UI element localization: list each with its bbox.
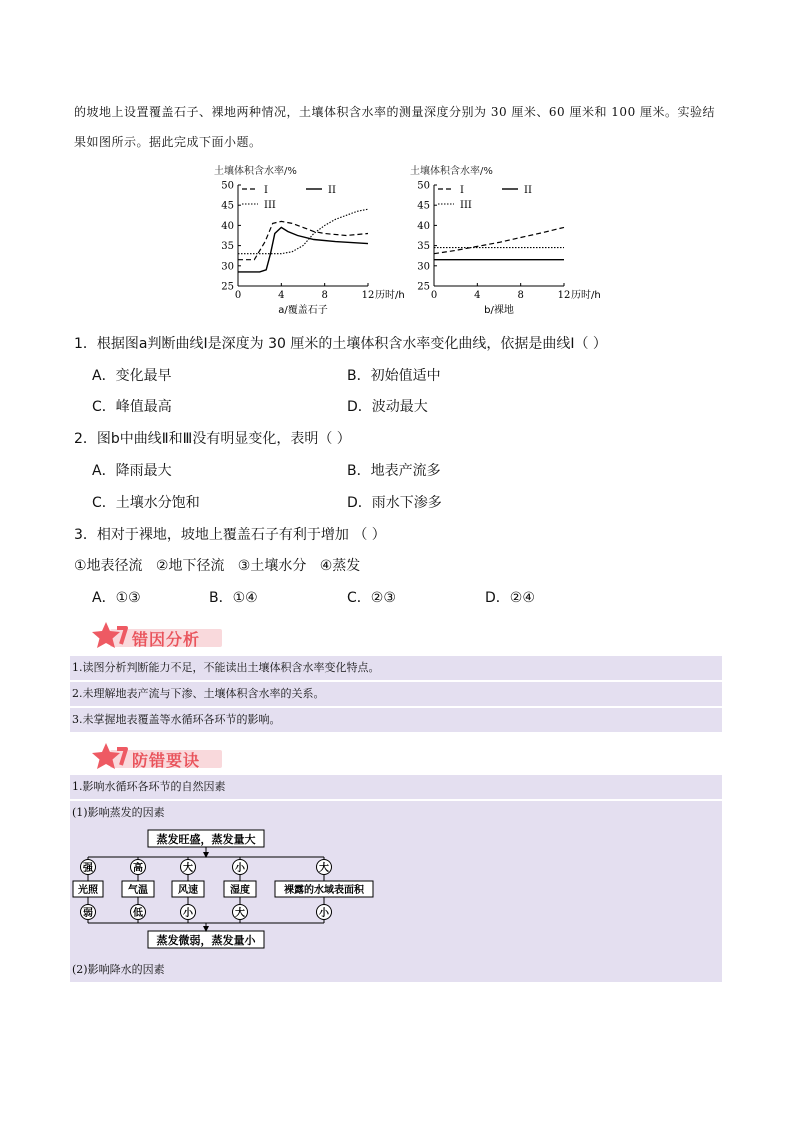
question-3-option-b[interactable]: B．①④ — [209, 590, 258, 606]
question-2-option-b[interactable]: B．地表产流多 — [347, 463, 441, 479]
chart-b-xtick-label: 0 — [430, 290, 438, 301]
chart-a-series-III — [238, 209, 368, 254]
question-1-option-c[interactable]: C．峰值最高 — [92, 399, 172, 415]
chart-b-ytick-label: 35 — [417, 241, 430, 253]
flow-down-label: 小 — [183, 908, 193, 919]
chart-b-ytick-label: 30 — [417, 261, 430, 273]
error-analysis-title: 错因分析 — [132, 630, 201, 649]
chart-a-ytick-label: 45 — [221, 200, 234, 212]
question-1-option-a[interactable]: A．变化最早 — [92, 368, 172, 384]
prevention-row-2: (1)影响蒸发的因素 — [70, 801, 722, 827]
error-analysis-badge — [90, 620, 230, 650]
chart-a-ytick-label: 35 — [221, 241, 234, 253]
intro-paragraph: 的坡地上设置覆盖石子、裸地两种情况，土壤体积含水率的测量深度分别为 30 厘米、60 厘米和 100 厘米。实验结果如图所示。据此完成下面小题。 — [74, 105, 716, 149]
evaporation-factor-diagram — [70, 823, 722, 958]
question-1-option-d[interactable]: D．波动最大 — [347, 399, 428, 415]
chart-b-xlabel: 历时/h — [571, 290, 601, 301]
flow-up-label: 大 — [319, 863, 329, 874]
flow-factor-label: 光照 — [78, 885, 98, 896]
flow-bottom-label: 蒸发微弱，蒸发量小 — [156, 934, 256, 947]
flow-up-label: 小 — [235, 863, 245, 874]
question-3-option-d[interactable]: D．②④ — [485, 590, 535, 606]
question-3-option-a[interactable]: A．①③ — [92, 590, 141, 606]
chart-b — [410, 164, 601, 316]
flow-up-label: 高 — [133, 863, 143, 874]
chart-a-xtick-label: 8 — [321, 290, 328, 301]
chart-a — [214, 164, 405, 316]
question-2-option-a[interactable]: A．降雨最大 — [92, 463, 172, 479]
chart-a-legend-label-II: II — [328, 185, 336, 196]
prevention-table — [70, 775, 722, 827]
error-analysis-row-2: 2.未理解地表产流与下渗、土壤体积含水率的关系。 — [70, 682, 722, 708]
flow-factors — [73, 857, 373, 923]
rainfall-factor-row — [70, 958, 722, 984]
chart-b-xtick-label: 4 — [474, 290, 481, 301]
chart-a-ytick-label: 50 — [221, 180, 234, 192]
chart-b-ytick-label: 25 — [417, 281, 430, 293]
chart-b-ytick-label: 45 — [417, 200, 430, 212]
chart-b-xtick-label: 8 — [517, 290, 524, 301]
chart-a-ytick-label: 30 — [221, 261, 234, 273]
chart-a-caption: a/覆盖石子 — [278, 305, 328, 316]
chart-b-legend-label-II: II — [524, 185, 532, 196]
chart-b-legend-label-I: I — [460, 185, 464, 196]
question-3-option-c[interactable]: C．②③ — [347, 590, 396, 606]
chart-b-legend-label-III: III — [460, 200, 472, 211]
chart-b-series-I — [434, 227, 564, 253]
chart-a-xlabel: 历时/h — [375, 290, 405, 301]
question-2-option-c[interactable]: C．土壤水分饱和 — [92, 495, 200, 511]
chart-b-ytick-label: 40 — [417, 220, 430, 232]
star-icon — [90, 620, 130, 652]
flow-down-label: 弱 — [83, 908, 93, 919]
flow-up-label: 大 — [183, 863, 193, 874]
chart-a-ytick-label: 40 — [221, 220, 234, 232]
prevention-title: 防错要诀 — [132, 751, 201, 770]
flow-factor-label: 气温 — [128, 885, 148, 896]
chart-a-legend-label-III: III — [264, 200, 276, 211]
prevention-badge — [90, 741, 230, 771]
chart-b-caption: b/裸地 — [484, 305, 514, 316]
flow-factor-label: 裸露的水域表面积 — [284, 885, 364, 896]
chart-b-ytick-label: 50 — [417, 180, 430, 192]
chart-a-series-II — [238, 227, 368, 272]
flow-down-label: 小 — [319, 908, 329, 919]
flow-down-label: 低 — [133, 908, 143, 919]
prevention-row-1: 1.影响水循环各环节的自然因素 — [70, 775, 722, 801]
error-analysis-row-1: 1.读图分析判断能力不足，不能读出土壤体积含水率变化特点。 — [70, 656, 722, 682]
error-analysis-row-3: 3.未掌握地表覆盖等水循环各环节的影响。 — [70, 708, 722, 734]
chart-b-ylabel: 土壤体积含水率/% — [410, 166, 493, 177]
chart-a-xtick-label: 12 — [361, 290, 375, 301]
star-icon — [90, 741, 130, 773]
question-3-stem: 3．相对于裸地，坡地上覆盖石子有利于增加 （ ） — [74, 527, 386, 543]
flow-factor-label: 风速 — [178, 885, 198, 896]
prevention-footer-row: (2)影响降水的因素 — [70, 958, 722, 984]
question-2-option-d[interactable]: D．雨水下渗多 — [347, 495, 442, 511]
error-analysis-table — [70, 656, 722, 734]
chart-a-xtick-label: 0 — [234, 290, 242, 301]
chart-a-legend-label-I: I — [264, 185, 268, 196]
chart-a-ytick-label: 25 — [221, 281, 234, 293]
soil-moisture-charts — [0, 160, 794, 325]
chart-a-xtick-label: 4 — [278, 290, 285, 301]
flow-down-label: 大 — [235, 908, 245, 919]
question-2-stem: 2．图b中曲线Ⅱ和Ⅲ没有明显变化，表明（ ） — [74, 431, 351, 447]
flow-factor-label: 湿度 — [230, 885, 250, 896]
question-1-stem: 1．根据图a判断曲线Ⅰ是深度为 30 厘米的土壤体积含水率变化曲线，依据是曲线Ⅰ（ ） — [74, 336, 607, 352]
flow-top-label: 蒸发旺盛，蒸发量大 — [156, 833, 256, 846]
question-1-option-b[interactable]: B．初始值适中 — [347, 368, 441, 384]
chart-a-ylabel: 土壤体积含水率/% — [214, 166, 297, 177]
chart-b-xtick-label: 12 — [557, 290, 571, 301]
question-3-items: ①地表径流 ②地下径流 ③土壤水分 ④蒸发 — [74, 558, 361, 574]
flow-up-label: 强 — [83, 863, 93, 874]
